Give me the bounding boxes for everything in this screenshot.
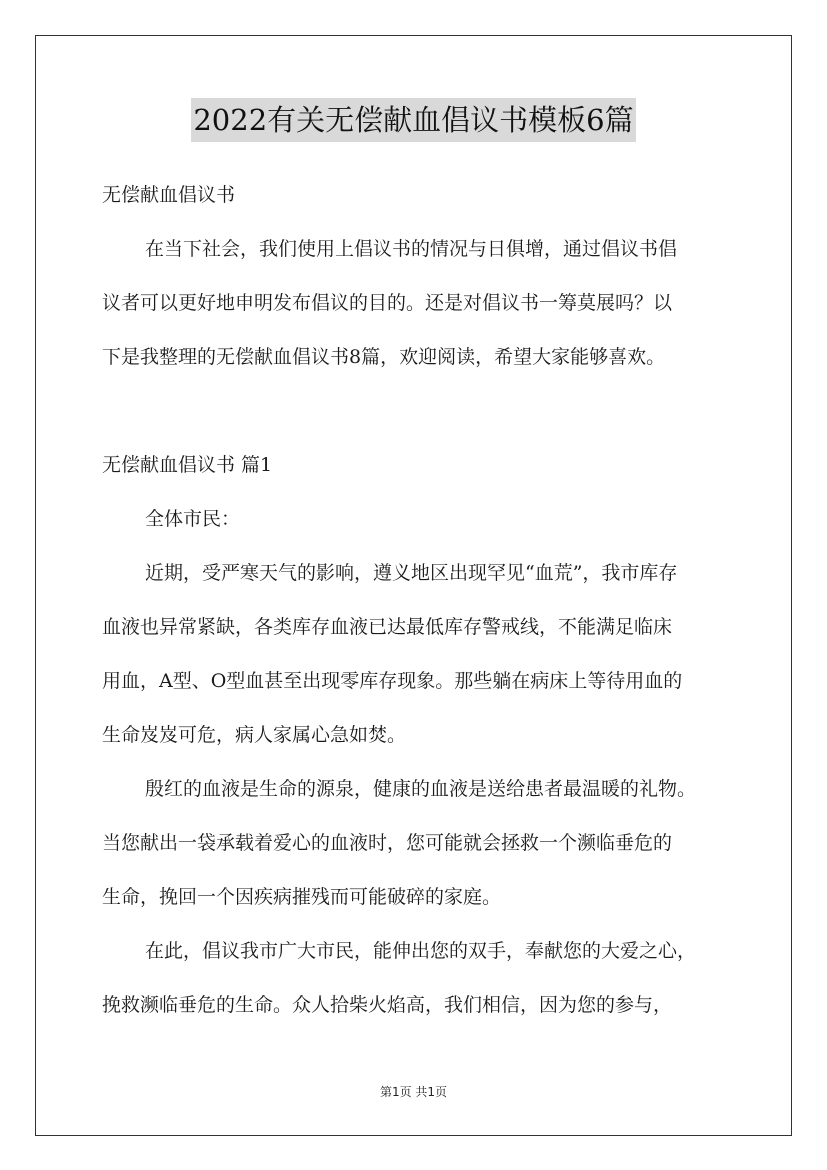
section1-heading: 无偿献血倡议书 篇1 — [102, 454, 273, 476]
para1-line-1: 近期，受严寒天气的影响，遵义地区出现罕见“血荒”，我市库存 — [145, 562, 678, 584]
para1-line-4: 生命岌岌可危，病人家属心急如焚。 — [102, 724, 407, 746]
intro-line-1: 在当下社会，我们使用上倡议书的情况与日俱增，通过倡议书倡 — [145, 238, 678, 260]
document-title: 2022有关无偿献血倡议书模板6篇 — [191, 98, 635, 142]
para1-line-2: 血液也异常紧缺，各类库存血液已达最低库存警戒线，不能满足临床 — [102, 616, 673, 638]
intro-line-3: 下是我整理的无偿献血倡议书8篇，欢迎阅读，希望大家能够喜欢。 — [102, 346, 666, 368]
para2-line-1: 殷红的血液是生命的源泉，健康的血液是送给患者最温暖的礼物。 — [145, 778, 697, 800]
title-container — [0, 98, 827, 142]
para3-line-1: 在此，倡议我市广大市民，能伸出您的双手，奉献您的大爱之心， — [145, 940, 697, 962]
para3-line-2: 挽救濒临垂危的生命。众人拾柴火焰高，我们相信，因为您的参与， — [102, 994, 673, 1016]
intro-heading: 无偿献血倡议书 — [102, 184, 236, 206]
para2-line-3: 生命，挽回一个因疾病摧残而可能破碎的家庭。 — [102, 886, 502, 908]
para2-line-2: 当您献出一袋承载着爱心的血液时，您可能就会拯救一个濒临垂危的 — [102, 832, 673, 854]
intro-line-2: 议者可以更好地申明发布倡议的目的。还是对倡议书一筹莫展吗？以 — [102, 292, 673, 314]
salutation: 全体市民： — [145, 508, 241, 530]
page-footer: 第1页 共1页 — [379, 1085, 448, 1099]
para1-line-3: 用血，A型、O型血甚至出现零库存现象。那些躺在病床上等待用血的 — [102, 670, 683, 692]
